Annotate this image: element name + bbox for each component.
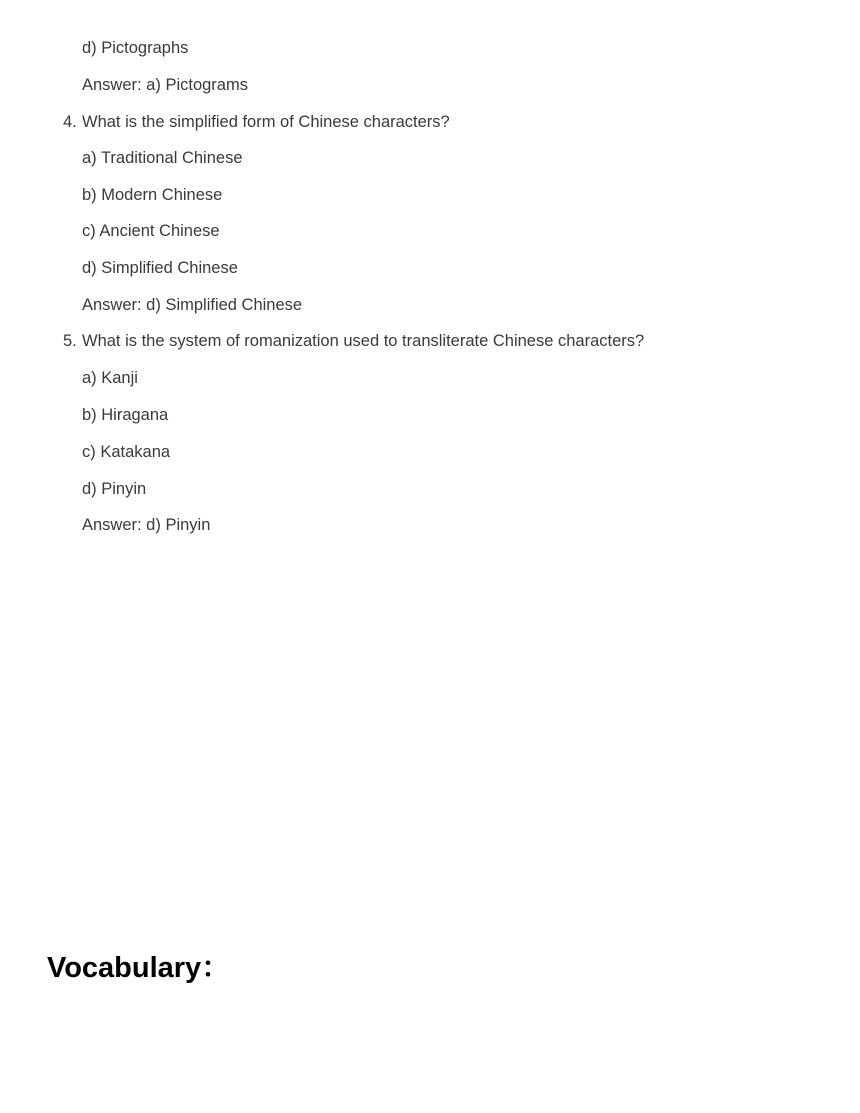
q5-option-d: d) Pinyin xyxy=(82,480,147,498)
q4-question-text: What is the simplified form of Chinese characters? xyxy=(82,113,450,131)
q5-number: 5. xyxy=(63,332,77,350)
q4-option-b: b) Modern Chinese xyxy=(82,186,223,204)
q4-number: 4. xyxy=(63,113,77,131)
q4-option-c: c) Ancient Chinese xyxy=(82,222,220,240)
q5-question-text: What is the system of romanization used to transliterate Chinese characters? xyxy=(82,332,645,350)
vocabulary-heading: Vocabulary： xyxy=(47,952,231,984)
q5-question xyxy=(63,331,644,351)
q4-answer: Answer: d) Simplified Chinese xyxy=(82,296,303,314)
q5-answer: Answer: d) Pinyin xyxy=(82,516,211,534)
q4-option-a: a) Traditional Chinese xyxy=(82,149,243,167)
q5-option-a: a) Kanji xyxy=(82,369,138,387)
q4-option-d: d) Simplified Chinese xyxy=(82,259,238,277)
q5-option-b: b) Hiragana xyxy=(82,406,169,424)
q3-answer: Answer: a) Pictograms xyxy=(82,76,248,94)
q5-option-c: c) Katakana xyxy=(82,443,171,461)
q3-option-d: d) Pictographs xyxy=(82,39,189,57)
q4-question xyxy=(63,112,450,132)
